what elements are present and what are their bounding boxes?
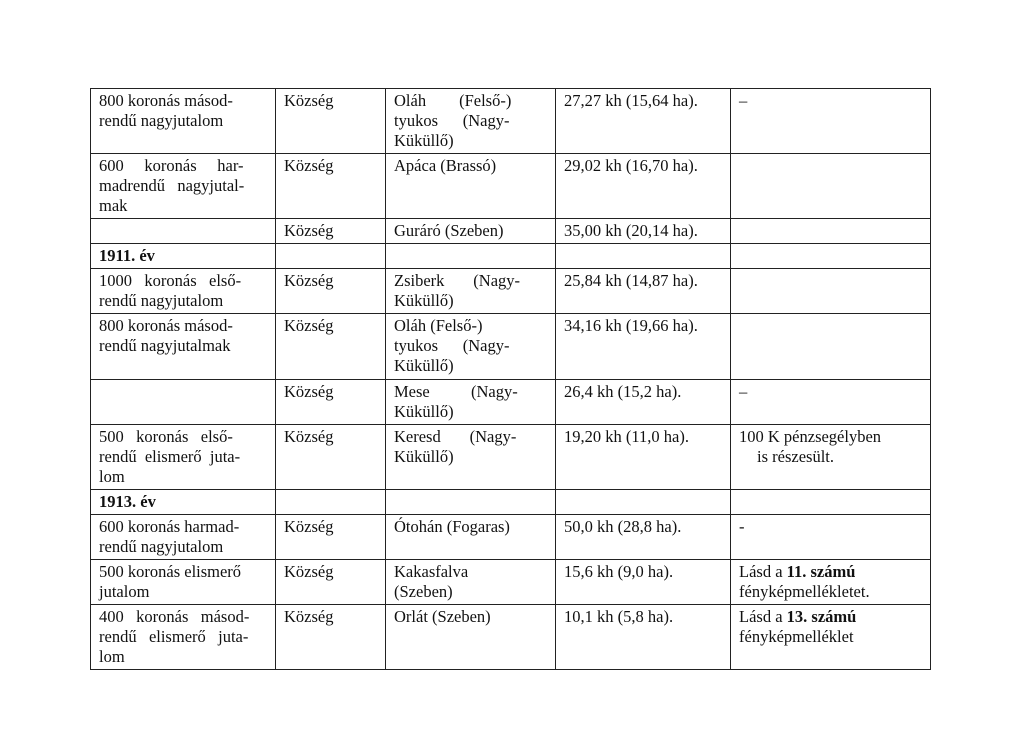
award-cell	[91, 154, 276, 219]
award-text: madrendű nagyjutal-	[99, 176, 245, 195]
place-cell	[386, 380, 556, 425]
award-cell	[91, 515, 276, 560]
place-cell	[386, 425, 556, 490]
area-cell: 34,16 kh (19,66 ha).	[556, 314, 731, 380]
note-cell	[731, 425, 931, 490]
place-text: Kakasfalva	[394, 562, 469, 581]
empty-cell	[731, 490, 931, 515]
place-text: Küküllő)	[394, 402, 454, 421]
award-cell	[91, 89, 276, 154]
place-text: Mese (Nagy-	[394, 382, 518, 401]
award-text: lom	[99, 467, 125, 486]
award-text: rendű elismerő juta-	[99, 627, 249, 646]
year-cell	[91, 244, 276, 269]
area-cell: 26,4 kh (15,2 ha).	[556, 380, 731, 425]
area-cell: 10,1 kh (5,8 ha).	[556, 605, 731, 670]
type-cell: Község	[276, 425, 386, 490]
year-label: 1911. év	[99, 246, 155, 265]
award-cell	[91, 314, 276, 380]
table-row	[91, 380, 931, 425]
table-row	[91, 425, 931, 490]
note-cell	[731, 154, 931, 219]
note-cell	[731, 605, 931, 670]
award-text: rendű nagyjutalom	[99, 291, 224, 310]
award-cell	[91, 269, 276, 314]
award-text: 400 koronás másod-	[99, 607, 250, 626]
empty-cell	[276, 490, 386, 515]
awards-table	[90, 88, 931, 670]
table-row	[91, 605, 931, 670]
empty-cell	[386, 490, 556, 515]
place-cell	[386, 560, 556, 605]
note-text-bold: számú	[807, 607, 857, 626]
award-text: lom	[99, 647, 125, 666]
place-text: Guráró (Szeben)	[394, 221, 504, 240]
award-cell	[91, 219, 276, 244]
note-cell	[731, 314, 931, 380]
note-cell	[731, 219, 931, 244]
year-cell	[91, 490, 276, 515]
award-text: jutalom	[99, 582, 150, 601]
table-row	[91, 89, 931, 154]
award-text: rendű nagyjutalom	[99, 537, 224, 556]
note-cell	[731, 560, 931, 605]
award-text: rendű nagyjutalmak	[99, 336, 231, 355]
table-row	[91, 269, 931, 314]
note-text: 100 K pénzsegélyben	[739, 427, 882, 446]
place-text: Küküllő)	[394, 291, 454, 310]
note-text: -	[739, 517, 745, 536]
type-cell: Község	[276, 269, 386, 314]
note-cell	[731, 515, 931, 560]
note-cell	[731, 89, 931, 154]
year-row	[91, 490, 931, 515]
area-cell: 50,0 kh (28,8 ha).	[556, 515, 731, 560]
place-cell	[386, 314, 556, 380]
award-cell	[91, 380, 276, 425]
area-cell: 25,84 kh (14,87 ha).	[556, 269, 731, 314]
place-text: Küküllő)	[394, 131, 454, 150]
year-row	[91, 244, 931, 269]
note-cell	[731, 269, 931, 314]
note-text: –	[739, 382, 748, 401]
place-cell	[386, 605, 556, 670]
award-text: mak	[99, 196, 128, 215]
award-text: rendű elismerő juta-	[99, 447, 241, 466]
place-cell	[386, 515, 556, 560]
empty-cell	[556, 490, 731, 515]
table-row	[91, 560, 931, 605]
place-text: Oláh (Felső-)	[394, 91, 512, 110]
note-cell	[731, 380, 931, 425]
place-cell	[386, 219, 556, 244]
award-text: 800 koronás másod-	[99, 316, 233, 335]
table-row	[91, 154, 931, 219]
award-cell	[91, 425, 276, 490]
place-cell	[386, 89, 556, 154]
note-text-bold: számú	[806, 562, 856, 581]
table-row	[91, 314, 931, 380]
note-text: is részesült.	[757, 447, 834, 466]
note-text: Lásd a	[739, 562, 787, 581]
place-cell	[386, 269, 556, 314]
empty-cell	[731, 244, 931, 269]
place-text: tyukos (Nagy-	[394, 111, 510, 130]
place-text: Küküllő)	[394, 447, 454, 466]
note-line	[739, 607, 924, 627]
table-row	[91, 515, 931, 560]
type-cell: Község	[276, 219, 386, 244]
area-cell: 19,20 kh (11,0 ha).	[556, 425, 731, 490]
place-cell	[386, 154, 556, 219]
year-label: 1913. év	[99, 492, 156, 511]
award-text: 500 koronás elismerő	[99, 562, 242, 581]
type-cell: Község	[276, 560, 386, 605]
note-text: fényképmellékletet.	[739, 582, 870, 601]
note-number: 13.	[786, 607, 808, 626]
place-text: tyukos (Nagy-	[394, 336, 510, 355]
awards-table-body	[91, 89, 931, 670]
type-cell: Község	[276, 314, 386, 380]
award-text: 800 koronás másod-	[99, 91, 233, 110]
award-text: 1000 koronás első-	[99, 271, 242, 290]
type-cell: Község	[276, 515, 386, 560]
place-text: Ótohán (Fogaras)	[394, 517, 510, 536]
area-cell: 29,02 kh (16,70 ha).	[556, 154, 731, 219]
area-cell: 27,27 kh (15,64 ha).	[556, 89, 731, 154]
area-cell: 35,00 kh (20,14 ha).	[556, 219, 731, 244]
award-text: rendű nagyjutalom	[99, 111, 224, 130]
table-row	[91, 219, 931, 244]
award-text: 600 koronás har-	[99, 156, 244, 175]
award-cell	[91, 560, 276, 605]
place-text: (Szeben)	[394, 582, 453, 601]
note-line	[739, 562, 924, 582]
place-text: Oláh (Felső-)	[394, 316, 483, 335]
note-text: Lásd a	[739, 607, 787, 626]
place-text: Keresd (Nagy-	[394, 427, 517, 446]
place-text: Küküllő)	[394, 356, 454, 375]
type-cell: Község	[276, 89, 386, 154]
note-text: –	[739, 91, 748, 110]
type-cell: Község	[276, 380, 386, 425]
empty-cell	[386, 244, 556, 269]
note-number: 11.	[786, 562, 807, 581]
empty-cell	[276, 244, 386, 269]
award-text: 500 koronás első-	[99, 427, 233, 446]
place-text: Apáca (Brassó)	[394, 156, 497, 175]
type-cell: Község	[276, 605, 386, 670]
type-cell: Község	[276, 154, 386, 219]
note-text: fényképmelléklet	[739, 627, 854, 646]
place-text: Zsiberk (Nagy-	[394, 271, 521, 290]
award-text: 600 koronás harmad-	[99, 517, 240, 536]
empty-cell	[556, 244, 731, 269]
award-cell	[91, 605, 276, 670]
place-text: Orlát (Szeben)	[394, 607, 491, 626]
area-cell: 15,6 kh (9,0 ha).	[556, 560, 731, 605]
